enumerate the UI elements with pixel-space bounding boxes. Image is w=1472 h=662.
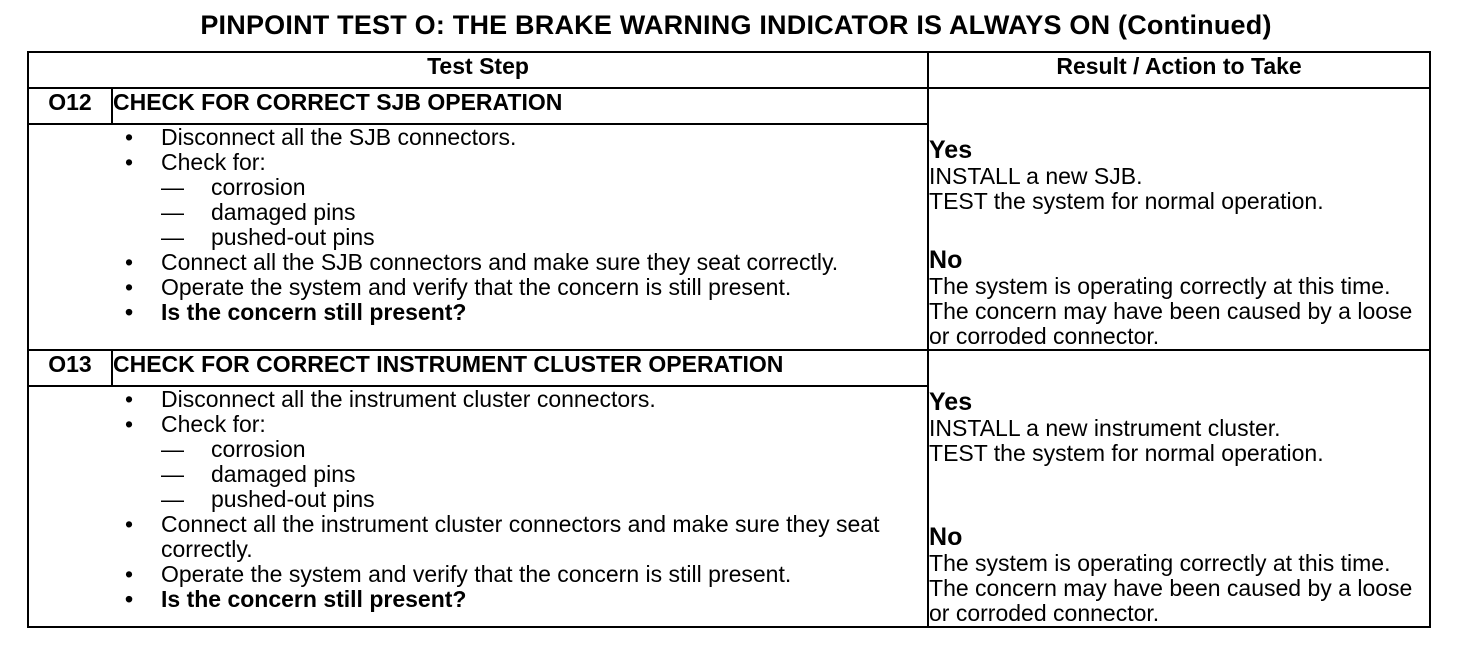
list-item: • Disconnect all the SJB connectors. [29,125,927,150]
no-label: No [929,246,963,274]
no-label: No [929,523,963,551]
list-item: — corrosion [29,437,927,462]
yes-action: INSTALL a new instrument cluster. TEST the system for normal operation. [929,415,1324,466]
header-row [28,52,1430,88]
pinpoint-test-table [27,51,1431,628]
step-title: CHECK FOR CORRECT INSTRUMENT CLUSTER OPERATION [112,350,928,386]
no-action: The system is operating correctly at this time. The concern may have been caused by a loose or corroded connector. [929,273,1413,349]
list-item: — damaged pins [29,462,927,487]
list-item: • Connect all the instrument cluster connectors and make sure they seat correctly. [29,512,927,562]
header-result: Result / Action to Take [928,52,1430,88]
step-title: CHECK FOR CORRECT SJB OPERATION [112,88,928,124]
instruction-list [29,125,927,325]
yes-label: Yes [929,136,973,164]
list-item: — pushed-out pins [29,487,927,512]
step-o12-result [928,88,1430,350]
list-item-question: • Is the concern still present? [29,587,927,612]
list-item-question: • Is the concern still present? [29,300,927,325]
list-item: — corrosion [29,175,927,200]
step-o13-result [928,350,1430,627]
list-item: • Operate the system and verify that the concern is still present. [29,562,927,587]
step-o13-title-row [28,350,1430,386]
no-action: The system is operating correctly at this time. The concern may have been caused by a loose or corroded connector. [929,550,1413,626]
list-item: • Operate the system and verify that the concern is still present. [29,275,927,300]
list-item: • Connect all the SJB connectors and make sure they seat correctly. [29,250,927,275]
instruction-list [29,387,927,612]
step-o13-instructions [28,386,928,627]
list-item: — pushed-out pins [29,225,927,250]
step-o12-instructions [28,124,928,350]
header-test-step: Test Step [28,52,928,88]
step-number: O13 [28,350,112,386]
page-title: PINPOINT TEST O: THE BRAKE WARNING INDICATOR IS ALWAYS ON (Continued) [200,10,1272,40]
step-number: O12 [28,88,112,124]
list-item: — damaged pins [29,200,927,225]
list-item: • Check for: [29,150,927,175]
list-item: • Disconnect all the instrument cluster connectors. [29,387,927,412]
yes-label: Yes [929,388,973,416]
list-item: • Check for: [29,412,927,437]
yes-action: INSTALL a new SJB. TEST the system for normal operation. [929,163,1324,214]
step-o12-title-row [28,88,1430,124]
